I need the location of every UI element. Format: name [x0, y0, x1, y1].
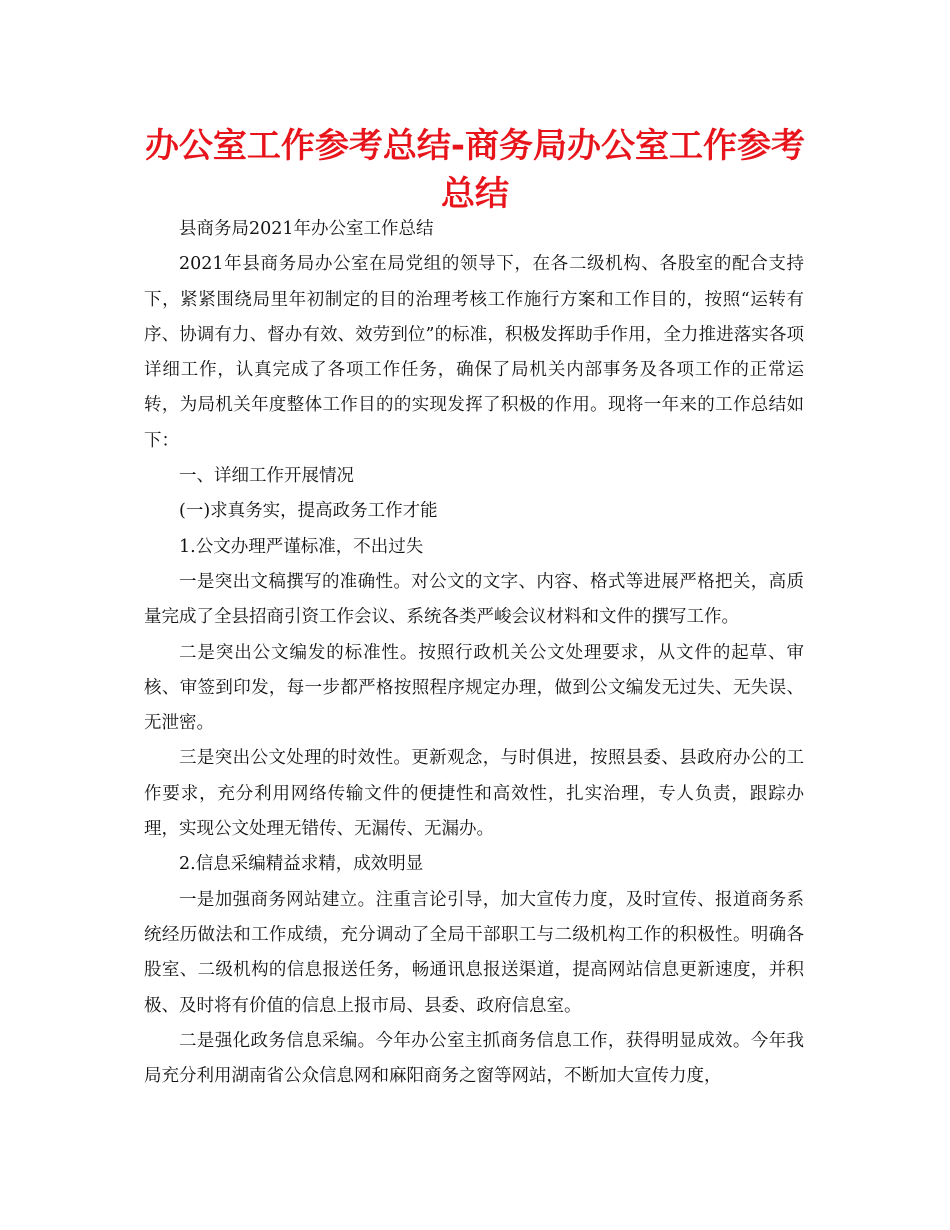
paragraph: 二是强化政务信息采编。今年办公室主抓商务信息工作，获得明显成效。今年我局充分利用湖南省公众信息网和麻阳商务之窗等网站，不断加大宣传力度，	[144, 1030, 804, 1087]
subsection-heading: (一)求真务实，提高政务工作才能	[179, 501, 438, 522]
paragraph: 一是突出文稿撰写的准确性。对公文的文字、内容、格式等进展严格把关，高质量完成了全县招商引资工作会议、系统各类严峻会议材料和文件的撰写工作。	[144, 571, 804, 628]
paragraph: 二是突出公文编发的标准性。按照行政机关公文处理要求，从文件的起草、审核、审签到印发，每一步都严格按照程序规定办理，做到公文编发无过失、无失误、无泄密。	[144, 642, 804, 734]
document-title: 办公室工作参考总结-商务局办公室工作参考总结	[144, 126, 806, 214]
item-heading: 1.公文办理严谨标准，不出过失	[179, 536, 424, 557]
section-heading: 一、详细工作开展情况	[179, 466, 354, 487]
item-heading: 2.信息采编精益求精，成效明显	[179, 854, 424, 875]
paragraph-subtitle: 县商务局2021年办公室工作总结	[179, 219, 434, 239]
paragraph-intro: 2021年县商务局办公室在局党组的领导下，在各二级机构、各股室的配合支持下，紧紧围绕局里年初制定的目的治理考核工作施行方案和工作目的，按照“运转有序、协调有力、督办有效、效劳到位”的标准，积极发挥助手作用，全力推进落实各项详细工作，认真完成了各项工作任务，确保了局机关内部事务及各项工作的正常运转，为局机关年度整体工作目的的实现发挥了积极的作用。现将一年来的工作总结如下：	[144, 254, 804, 451]
paragraph: 一是加强商务网站建立。注重言论引导，加大宣传力度，及时宣传、报道商务系统经历做法和工作成绩，充分调动了全局干部职工与二级机构工作的积极性。明确各股室、二级机构的信息报送任务，畅通讯息报送渠道，提高网站信息更新速度，并积极、及时将有价值的信息上报市局、县委、政府信息室。	[144, 889, 804, 1016]
paragraph: 三是突出公文处理的时效性。更新观念，与时俱进，按照县委、县政府办公的工作要求，充分利用网络传输文件的便捷性和高效性，扎实治理，专人负责，跟踪办理，实现公文处理无错传、无漏传、无漏办。	[144, 748, 804, 840]
document-body	[144, 212, 804, 1094]
